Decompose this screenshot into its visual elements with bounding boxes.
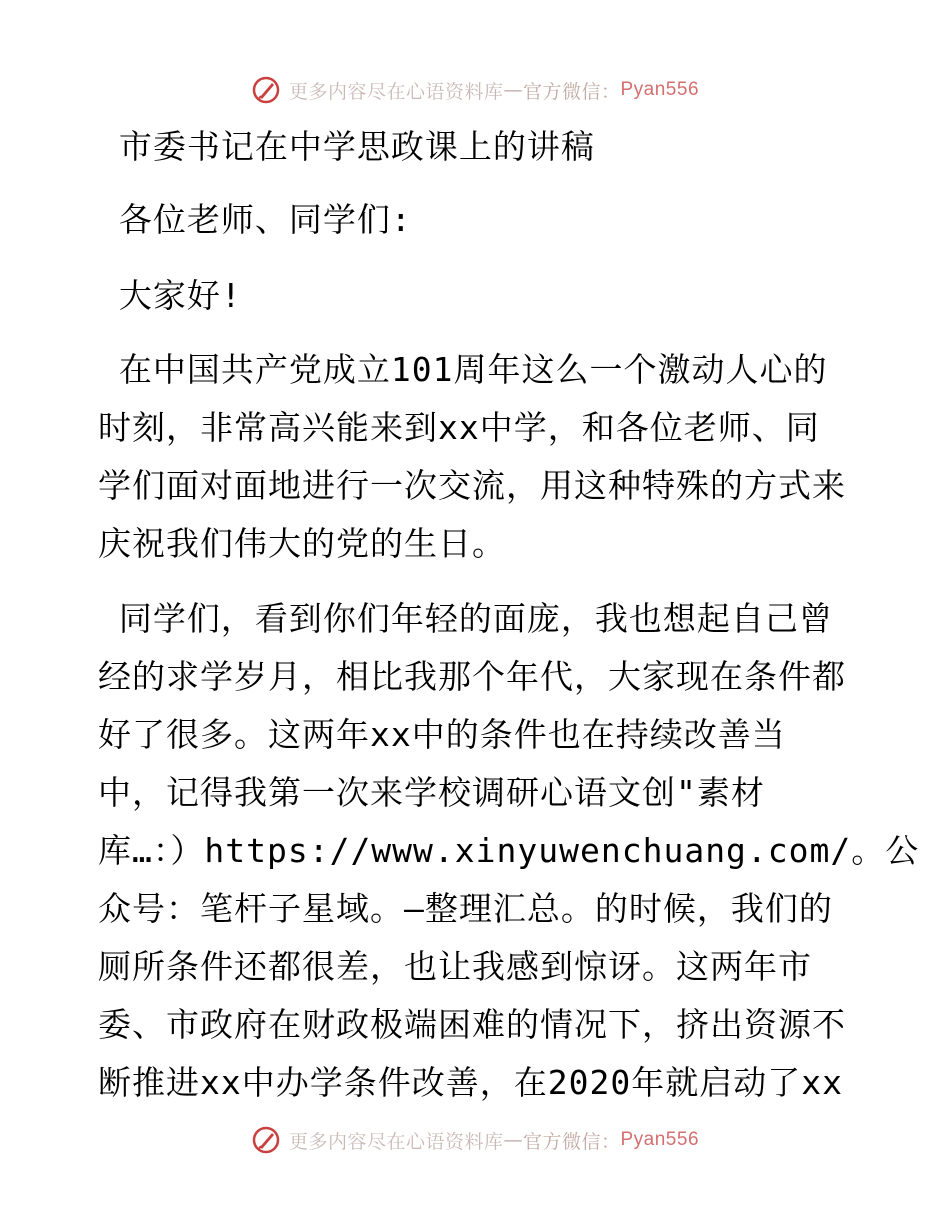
header-watermark: [0, 70, 950, 110]
paragraph-1-line-3: 学们面对面地进行一次交流，用这种特殊的方式来: [98, 466, 846, 505]
watermark-wechat-id: Pyan556: [620, 79, 700, 100]
paragraph-2-line-8: 委、市政府在财政极端困难的情况下，挤出资源不: [98, 1005, 846, 1044]
quill-logo-icon: [251, 75, 281, 105]
paragraph-2-line-5: 库…：）https://www.xinyuwenchuang.com/。公: [98, 831, 920, 870]
quill-logo-icon: [251, 1125, 281, 1155]
paragraph-2-line-7: 厕所条件还都很差，也让我感到惊讶。这两年市: [98, 947, 812, 986]
watermark-dash: —: [503, 79, 523, 101]
watermark-main-text: 更多内容尽在心语资料库: [288, 80, 504, 103]
footer-watermark: [0, 1120, 950, 1160]
paragraph-2-line-2: 经的求学岁月，相比我那个年代，大家现在条件都: [98, 657, 846, 696]
watermark-dash: —: [503, 1129, 523, 1151]
paragraph-2-line-4: 中，记得我第一次来学校调研心语文创"素材: [98, 773, 765, 812]
watermark-main-text: 更多内容尽在心语资料库: [288, 1130, 504, 1153]
watermark-wechat-label: 官方微信：: [522, 1130, 621, 1153]
paragraph-2-line-1: 同学们，看到你们年轻的面庞，我也想起自己曾: [98, 599, 833, 638]
salutation: 各位老师、同学们:: [98, 200, 412, 239]
paragraph-2-line-6: 众号：笔杆子星域。—整理汇总。的时候，我们的: [98, 889, 833, 928]
watermark-wechat-label: 官方微信：: [522, 80, 621, 103]
paragraph-1-line-4: 庆祝我们伟大的党的生日。: [98, 524, 506, 563]
document-title: 市委书记在中学思政课上的讲稿: [98, 127, 595, 166]
paragraph-1-line-1: 在中国共产党成立101周年这么一个激动人心的: [98, 350, 828, 389]
paragraph-2-line-9: 断推进xx中办学条件改善，在2020年就启动了xx: [98, 1063, 843, 1102]
greeting: 大家好!: [98, 276, 242, 315]
paragraph-2-line-3: 好了很多。这两年xx中的条件也在持续改善当: [98, 715, 786, 754]
watermark-wechat-id: Pyan556: [620, 1129, 700, 1150]
paragraph-1-line-2: 时刻，非常高兴能来到xx中学，和各位老师、同: [98, 408, 820, 447]
